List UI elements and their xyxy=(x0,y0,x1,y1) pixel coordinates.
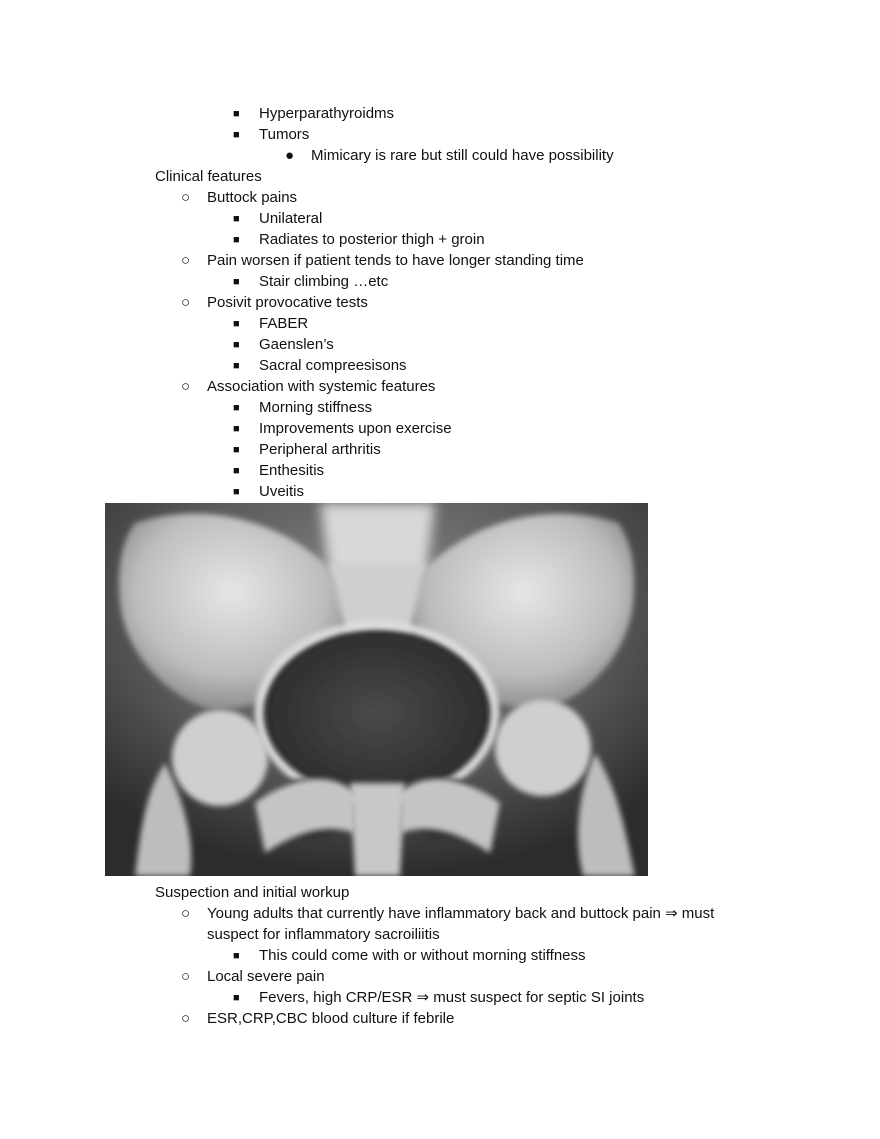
circle-bullet-icon: ○ xyxy=(181,378,191,395)
square-bullet-icon: ■ xyxy=(233,360,240,372)
list-item-text: Sacral compreesisons xyxy=(259,357,407,374)
list-item-text: Fevers, high CRP/ESR ⇒ must suspect for septic SI joints xyxy=(259,989,645,1006)
list-item-text: Morning stiffness xyxy=(259,399,373,416)
list-item-text: ESR,CRP,CBC blood culture if febrile xyxy=(207,1010,455,1027)
square-bullet-icon: ■ xyxy=(233,950,240,962)
list-item-text: Radiates to posterior thigh + groin xyxy=(259,231,485,248)
list-item-text: Pain worsen if patient tends to have longer standing time xyxy=(207,252,584,269)
list-item-text: Hyperparathyroidms xyxy=(259,105,395,122)
circle-bullet-icon: ○ xyxy=(181,968,191,985)
circle-bullet-icon: ○ xyxy=(181,905,191,922)
disc-bullet-icon: ● xyxy=(285,147,295,164)
square-bullet-icon: ■ xyxy=(233,234,240,246)
list-item-text: Enthesitis xyxy=(259,462,325,479)
list-item-text: Local severe pain xyxy=(207,968,325,985)
circle-bullet-icon: ○ xyxy=(181,252,191,269)
circle-bullet-icon: ○ xyxy=(181,1010,191,1027)
list-item-text: Posivit provocative tests xyxy=(207,294,368,311)
circle-bullet-icon: ○ xyxy=(181,294,191,311)
square-bullet-icon: ■ xyxy=(233,423,240,435)
list-item-text: Stair climbing …etc xyxy=(259,273,389,290)
square-bullet-icon: ■ xyxy=(233,402,240,414)
list-item-continuation: suspect for inflammatory sacroiliitis xyxy=(207,926,440,943)
list-item-text: FABER xyxy=(259,315,309,332)
section-heading: Clinical features xyxy=(155,168,262,185)
list-item-text: Tumors xyxy=(259,126,310,143)
square-bullet-icon: ■ xyxy=(233,444,240,456)
list-item-text: Mimicary is rare but still could have possibility xyxy=(311,147,614,164)
list-item-text: Young adults that currently have inflammatory back and buttock pain ⇒ must xyxy=(207,905,715,922)
square-bullet-icon: ■ xyxy=(233,276,240,288)
list-item-text: Peripheral arthritis xyxy=(259,441,381,458)
circle-bullet-icon: ○ xyxy=(181,189,191,206)
list-item-text: Gaenslen’s xyxy=(259,336,334,353)
list-item-text: Association with systemic features xyxy=(207,378,436,395)
square-bullet-icon: ■ xyxy=(233,129,240,141)
square-bullet-icon: ■ xyxy=(233,992,240,1004)
list-item-text: Improvements upon exercise xyxy=(259,420,452,437)
list-item-text: Uveitis xyxy=(259,483,305,500)
list-item-text: Unilateral xyxy=(259,210,323,227)
square-bullet-icon: ■ xyxy=(233,486,240,498)
pelvis-xray-image xyxy=(105,503,648,876)
square-bullet-icon: ■ xyxy=(233,465,240,477)
square-bullet-icon: ■ xyxy=(233,213,240,225)
list-item-text: Buttock pains xyxy=(207,189,298,206)
list-item-text: This could come with or without morning stiffness xyxy=(259,947,586,964)
square-bullet-icon: ■ xyxy=(233,339,240,351)
section-heading: Suspection and initial workup xyxy=(155,884,350,901)
square-bullet-icon: ■ xyxy=(233,108,240,120)
square-bullet-icon: ■ xyxy=(233,318,240,330)
